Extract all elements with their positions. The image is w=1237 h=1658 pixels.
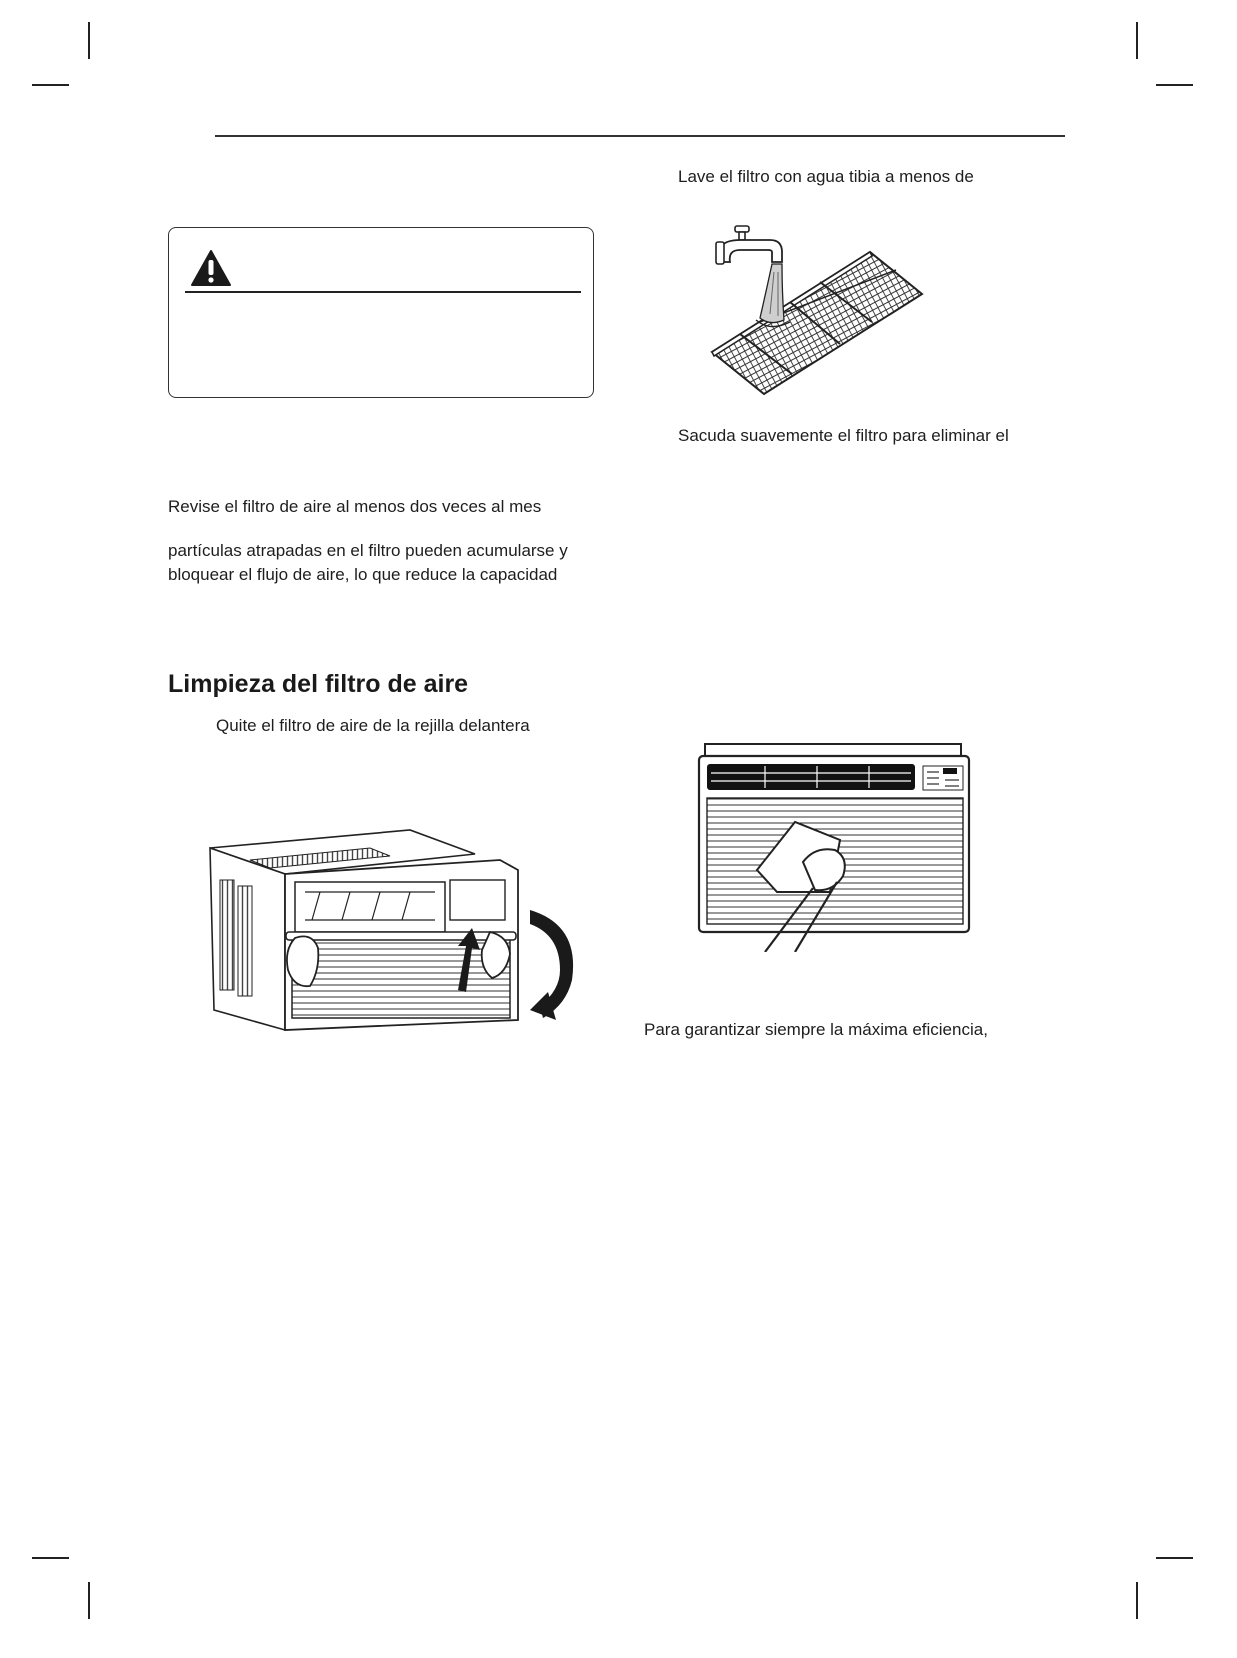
efficiency-text: Para garantizar siempre la máxima eficiencia, [644, 1020, 988, 1039]
crop-mark [1136, 1582, 1138, 1619]
wash-filter-text: Lave el filtro con agua tibia a menos de [678, 167, 974, 186]
crop-mark [1156, 84, 1193, 86]
header-rule [215, 135, 1065, 137]
caution-box [168, 227, 594, 398]
check-filter-line-1: Revise el filtro de aire al menos dos veces al mes [168, 497, 542, 516]
crop-mark [88, 22, 90, 59]
faucet-washing-filter-illustration [700, 222, 930, 397]
crop-mark [1136, 22, 1138, 59]
caution-divider [185, 291, 581, 293]
check-filter-line-2: partículas atrapadas en el filtro pueden acumularse y [168, 541, 568, 560]
air-conditioner-filter-removal-illustration [200, 820, 585, 1040]
crop-mark [32, 84, 69, 86]
crop-mark [88, 1582, 90, 1619]
crop-mark [1156, 1557, 1193, 1559]
shake-filter-text: Sacuda suavemente el filtro para eliminar el [678, 426, 1009, 445]
section-title: Limpieza del filtro de aire [168, 670, 469, 698]
crop-mark [32, 1557, 69, 1559]
check-filter-line-3: bloquear el flujo de aire, lo que reduce la capacidad [168, 565, 558, 584]
warning-triangle-icon [190, 249, 232, 287]
wiping-air-conditioner-front-illustration [695, 742, 975, 952]
step-remove-filter: Quite el filtro de aire de la rejilla delantera [216, 716, 530, 735]
